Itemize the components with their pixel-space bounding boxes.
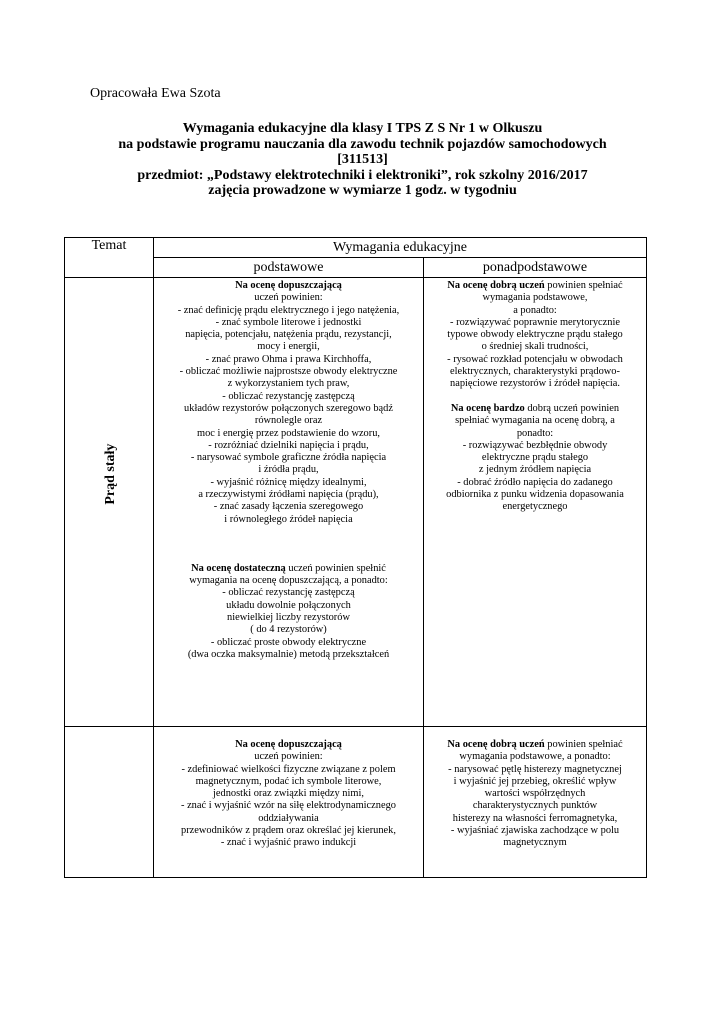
requirements-table [64, 237, 647, 878]
requirement-line: niewielkiej liczby rezystorów [227, 612, 350, 624]
requirement-line: z jednym źródłem napięcia [478, 464, 592, 476]
requirement-line: - obliczać rezystancję zastępczą [222, 390, 355, 402]
requirement-line: typowe obwody elektryczne prądu stałego [447, 329, 623, 341]
requirement-line: równolegle oraz [254, 415, 323, 427]
requirement-line: - znać symbole literowe i jednostki [215, 316, 362, 328]
grade-heading: Na ocenę dostateczną [191, 562, 286, 574]
requirement-line: wymagania podstawowe, [482, 292, 588, 304]
requirement-line: ( do 4 rezystorów) [250, 624, 327, 636]
requirement-line: powinien spełniać [544, 739, 623, 750]
heading-line: [311513] [337, 152, 388, 167]
requirement-line: elektrycznych, charakterystyki prądowo- [450, 366, 620, 378]
document-heading [60, 121, 665, 199]
requirement-line: charakterystycznych punktów [472, 800, 598, 812]
requirement-line: - dobrać źródło napięcia do zadanego [457, 476, 613, 488]
requirement-line: - znać i wyjaśnić wzór na siłę elektrodynamicznego [181, 800, 396, 812]
requirement-line: - rozróżniać dzielniki napięcia i prądu, [208, 439, 369, 451]
requirement-line: układów rezystorów połączonych szeregowo bądź [184, 402, 393, 414]
requirement-line: - wyjaśnić różnicę między idealnymi, [210, 476, 367, 488]
requirement-line: - wyjaśniać zjawiska zachodzące w polu [450, 825, 620, 837]
requirement-line: - znać i wyjaśnić prawo indukcji [220, 837, 357, 849]
advanced-requirements-cell [424, 278, 647, 727]
requirement-line: napięciowe rezystorów i źródeł napięcia. [450, 378, 620, 390]
requirement-line: z wykorzystaniem tych praw, [227, 378, 350, 390]
requirement-line: wymagania na ocenę dopuszczającą, a ponadto: [189, 575, 388, 587]
requirement-line: odbiornika z punku widzenia dopasowania [446, 489, 624, 501]
requirement-line: energetycznego [502, 501, 568, 513]
requirement-line: - rozwiązywać poprawnie merytorycznie [450, 316, 620, 328]
basic-requirements-cell [154, 727, 424, 878]
requirement-line: i źródła prądu, [258, 464, 319, 476]
advanced-requirements-cell [424, 727, 647, 878]
requirement-line: - narysować symbole graficzne źródła napięcia [190, 452, 387, 464]
heading-line: Wymagania edukacyjne dla klasy I TPS Z S Nr 1 w Olkuszu [182, 121, 543, 136]
requirement-line: o średniej skali trudności, [481, 341, 589, 353]
requirement-line: wartości współrzędnych [484, 788, 586, 800]
grade-heading: Na ocenę dopuszczającą [235, 739, 342, 750]
grade-heading: Na ocenę dobrą uczeń [447, 739, 545, 750]
requirement-line: - rysować rozkład potencjału w obwodach [447, 353, 623, 365]
requirement-line: napięcia, potencjału, natężenia prądu, rezystancji, [185, 329, 392, 341]
requirement-line: spełniać wymagania na ocenę dobrą, a [455, 415, 615, 427]
requirement-line: - znać definicję prądu elektrycznego i jego natężenia, [177, 304, 400, 316]
requirement-line: układu dowolnie połączonych [226, 599, 351, 611]
header-temat: Temat [65, 238, 154, 278]
requirement-line: przewodników z prądem oraz określać jej kierunek, [181, 825, 396, 837]
requirement-line: elektryczne prądu stałego [481, 452, 589, 464]
requirement-line: - obliczać rezystancję zastępczą [222, 587, 355, 599]
requirement-line: i równoległego źródeł napięcia [224, 513, 353, 525]
grade-heading: Na ocenę dobrą uczeń [447, 280, 545, 291]
header-podstawowe: podstawowe [154, 258, 424, 278]
requirement-line: mocy i energii, [257, 341, 320, 353]
requirement-line: (dwa oczka maksymalnie) metodą przekształceń [187, 648, 390, 660]
requirement-line: - rozwiązywać bezbłędnie obwody [462, 439, 608, 451]
requirement-line: powinien spełniać [544, 280, 623, 291]
requirement-line: - zdefiniować wielkości fizyczne związane z polem [181, 763, 396, 775]
requirement-line: oddziaływania [258, 812, 319, 824]
requirement-line: wymagania podstawowe, a ponadto: [459, 751, 611, 763]
requirement-line: - obliczać możliwie najprostsze obwody elektryczne [179, 366, 398, 378]
requirement-line: ponadto: [516, 427, 554, 439]
requirement-line: histerezy na własności ferromagnetyka, [452, 812, 618, 824]
header-ponadpodstawowe: ponadpodstawowe [424, 258, 647, 278]
requirement-line: a rzeczywistymi źródłami napięcia (prądu), [198, 489, 379, 501]
requirement-line: i wyjaśnić jej przebieg, określić wpływ [453, 775, 617, 787]
grade-heading: Na ocenę dopuszczającą [235, 280, 342, 291]
requirement-line: - znać prawo Ohma i prawa Kirchhoffa, [205, 353, 372, 365]
requirement-line: dobrą uczeń powinien [524, 402, 620, 414]
grade-heading: Na ocenę bardzo [450, 402, 525, 414]
heading-line: zajęcia prowadzone w wymiarze 1 godz. w tygodniu [208, 183, 517, 198]
topic-label: Prąd stały [102, 443, 118, 505]
heading-line: przedmiot: „Podstawy elektrotechniki i elektroniki”, rok szkolny 2016/2017 [137, 167, 588, 183]
requirement-line: - znać zasady łączenia szeregowego [213, 501, 364, 513]
requirement-line: - obliczać proste obwody elektryczne [210, 636, 367, 648]
requirement-line: uczeń powinien: [254, 751, 323, 763]
requirement-line: a ponadto: [513, 304, 557, 316]
author-line: Opracowała Ewa Szota [90, 86, 221, 101]
requirement-line: magnetycznym, podać ich symbole literowe, [195, 775, 382, 787]
requirement-line: uczeń powinien: [254, 292, 323, 304]
header-wymagania: Wymagania edukacyjne [154, 238, 647, 258]
requirement-line: uczeń powinien spełnić [285, 562, 386, 574]
requirement-line: - narysować pętlę histerezy magnetycznej [448, 763, 622, 775]
basic-requirements-cell [154, 278, 424, 727]
requirement-line: magnetycznym [503, 837, 567, 849]
topic-cell [65, 278, 154, 727]
requirement-line: moc i energię przez podstawienie do wzoru, [196, 427, 381, 439]
heading-line: na podstawie programu nauczania dla zawodu technik pojazdów samochodowych [118, 136, 607, 152]
topic-cell [65, 727, 154, 878]
requirement-line: jednostki oraz związki między nimi, [213, 788, 364, 800]
